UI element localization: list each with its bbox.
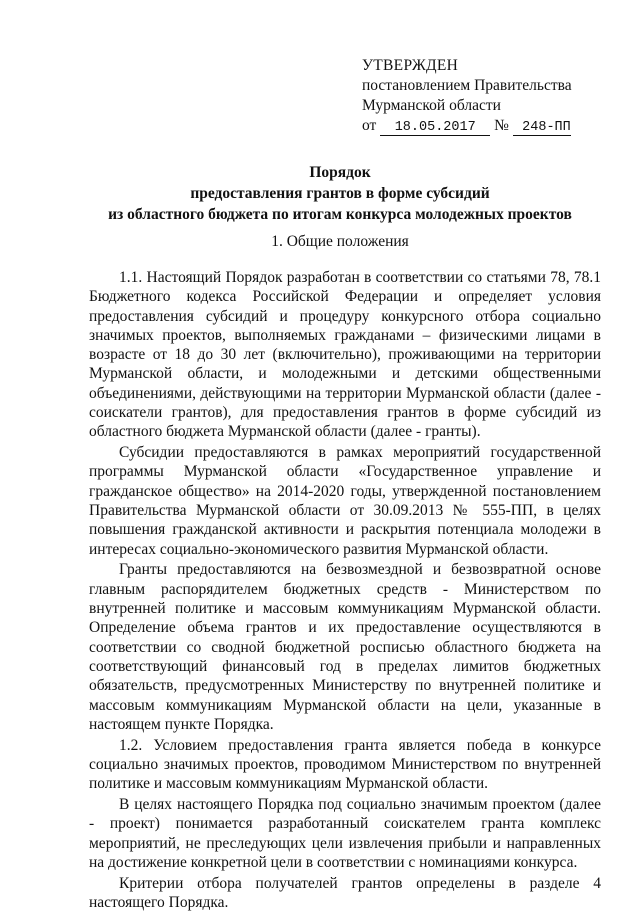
title-line-1: Порядок bbox=[309, 164, 371, 181]
paragraph-criteria: Критерии отбора получателей грантов определены в разделе 4 настоящего Порядка. bbox=[89, 874, 601, 911]
title-line-3: из областного бюджета по итогам конкурса молодежных проектов bbox=[108, 206, 572, 223]
approval-heading: УТВЕРЖДЕН bbox=[362, 57, 459, 74]
title-line-2: предоставления грантов в форме субсидий bbox=[190, 185, 490, 202]
section-heading: 1. Общие положения bbox=[271, 233, 409, 250]
approval-issuer-line: постановлением Правительства bbox=[362, 77, 572, 94]
paragraph-grants: Гранты предоставляются на безвозмездной и безвозвратной основе главным распорядителем бюджетных средств - Министерством по внутренней политике и массовым коммуникациям Мурманской области. Определение объема грантов и их предоставление осуществляются в соответствии со сводной бюджетной росписью областного бюджета на соответствующий финансовый год в пределах лимитов бюджетных обязательств, предусмотренных Министерству по внутренней политике и массовым коммуникациям Мурманской области на цели, указанные в настоящем пункте Порядка. bbox=[89, 561, 601, 733]
document-body bbox=[89, 268, 601, 912]
approval-stamp bbox=[362, 56, 612, 136]
paragraph-project-definition: В целях настоящего Порядка под социально значимым проектом (далее - проект) понимается разработанный соискателем гранта комплекс мероприятий, не преследующих цели извлечения прибыли и направленных на достижение конкретной цели в соответствии с номинациями конкурса. bbox=[89, 796, 601, 871]
document-title bbox=[60, 162, 620, 225]
approval-region-line: Мурманской области bbox=[362, 97, 501, 114]
number-prefix: № bbox=[494, 117, 509, 134]
approval-date-number-line bbox=[362, 116, 612, 136]
paragraph-1-1: 1.1. Настоящий Порядок разработан в соответствии со статьями 78, 78.1 Бюджетного кодекса Российской Федерации и определяет условия предоставления субсидий и процедуру конкурсного отбора социально значимых проектов, выполняемых гражданами – физическими лицами в возрасте от 18 до 30 лет (включительно), проживающими на территории Мурманской области, и молодежными и детскими общественными объединениями, действующими на территории Мурманской области (далее - соискатели грантов), для предоставления грантов в форме субсидий из областного бюджета Мурманской области (далее - гранты). bbox=[89, 269, 601, 441]
paragraph-1-2: 1.2. Условием предоставления гранта является победа в конкурсе социально значимых проектов, проводимом Министерством по внутренней политике и массовым коммуникациям Мурманской области. bbox=[89, 736, 601, 793]
date-prefix: от bbox=[362, 117, 377, 134]
paragraph-subsidies: Субсидии предоставляются в рамках мероприятий государственной программы Мурманской области «Государственное управление и гражданское общество» на 2014-2020 годы, утвержденной постановлением Правительства Мурманской области от 30.09.2013 № 555-ПП, в целях повышения гражданской активности и раскрытия потенциала молодежи в интересах социально-экономического развития Мурманской области. bbox=[89, 444, 601, 558]
approval-number: 248-ПП bbox=[513, 121, 571, 136]
approval-date: 18.05.2017 bbox=[380, 121, 490, 136]
